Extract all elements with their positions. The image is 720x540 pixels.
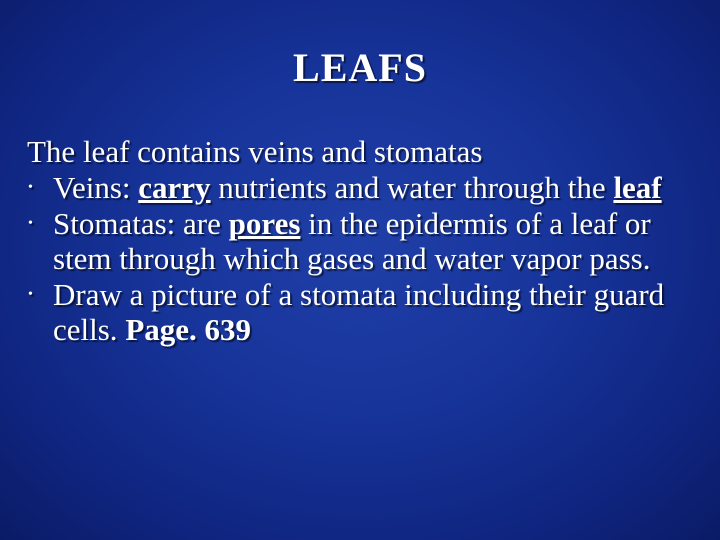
bullet-text: Draw a picture of a stomata including their guard cells. bbox=[53, 277, 665, 347]
bullet-text: nutrients and water through the bbox=[210, 170, 614, 205]
term-pores: pores bbox=[228, 206, 301, 241]
bullet-text: Veins: bbox=[53, 170, 139, 205]
page-reference: Page. 639 bbox=[125, 312, 252, 347]
bullet-text: Stomatas: are bbox=[53, 206, 229, 241]
term-carry: carry bbox=[138, 170, 211, 205]
bullet-draw bbox=[27, 277, 707, 347]
intro-text: The leaf contains veins and stomatas bbox=[27, 134, 483, 169]
bullet-text: in the epidermis of a leaf or stem through which gases and water vapor pass. bbox=[53, 206, 651, 276]
bullet-dot-icon: • bbox=[28, 180, 33, 195]
slide-title: LEAFS bbox=[293, 45, 427, 90]
bullet-stomatas bbox=[27, 206, 707, 276]
term-leaf: leaf bbox=[613, 170, 662, 205]
bullet-dot-icon: • bbox=[28, 216, 33, 231]
bullet-dot-icon: • bbox=[28, 287, 33, 302]
slide-body bbox=[27, 134, 707, 348]
bullet-veins bbox=[27, 170, 707, 205]
bullet-list bbox=[27, 170, 707, 347]
